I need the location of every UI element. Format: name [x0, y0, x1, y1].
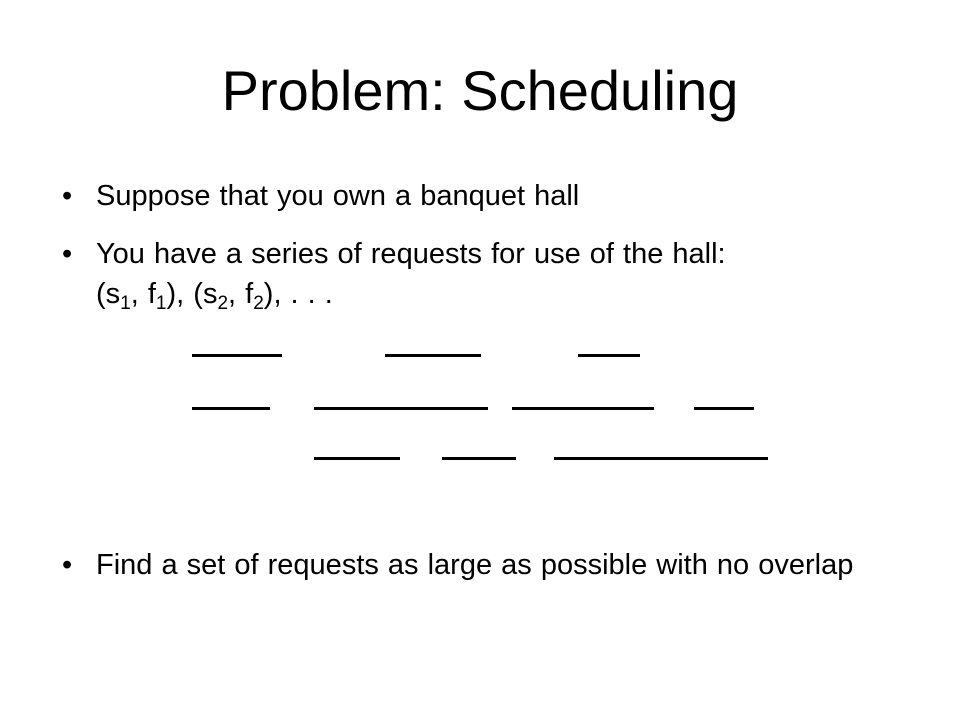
bullet-text [96, 234, 916, 314]
bullet-text: Suppose that you own a banquet hall [96, 180, 580, 212]
bullet-line [96, 274, 916, 314]
interval-line [192, 354, 282, 357]
text-fragment: ), [166, 278, 194, 310]
subscript: 2 [217, 293, 229, 314]
interval-line [385, 354, 481, 357]
interval-line [314, 457, 400, 460]
interval-line [554, 457, 768, 460]
text-fragment: , f [130, 278, 156, 310]
subscript: 2 [253, 293, 264, 314]
interval-line [694, 407, 754, 410]
bullet-dot-icon: • [62, 549, 73, 581]
interval-line [442, 457, 516, 460]
slide-title: Problem: Scheduling [221, 59, 739, 122]
text-fragment: , f [228, 278, 254, 310]
subscript: 1 [120, 293, 131, 314]
subscript: 1 [155, 293, 167, 314]
bullet-dot-icon: • [62, 180, 73, 212]
text-fragment: ), . . . [263, 278, 333, 310]
interval-line [578, 354, 640, 357]
interval-line [192, 407, 270, 410]
interval-line [314, 407, 488, 410]
text-fragment: (s [193, 278, 218, 310]
interval-line [512, 407, 654, 410]
bullet-line: You have a series of requests for use of the hall: [96, 238, 726, 270]
text-fragment: (s [96, 278, 121, 310]
bullet-dot-icon: • [62, 238, 73, 270]
bullet-text: Find a set of requests as large as possible with no overlap [96, 549, 854, 581]
